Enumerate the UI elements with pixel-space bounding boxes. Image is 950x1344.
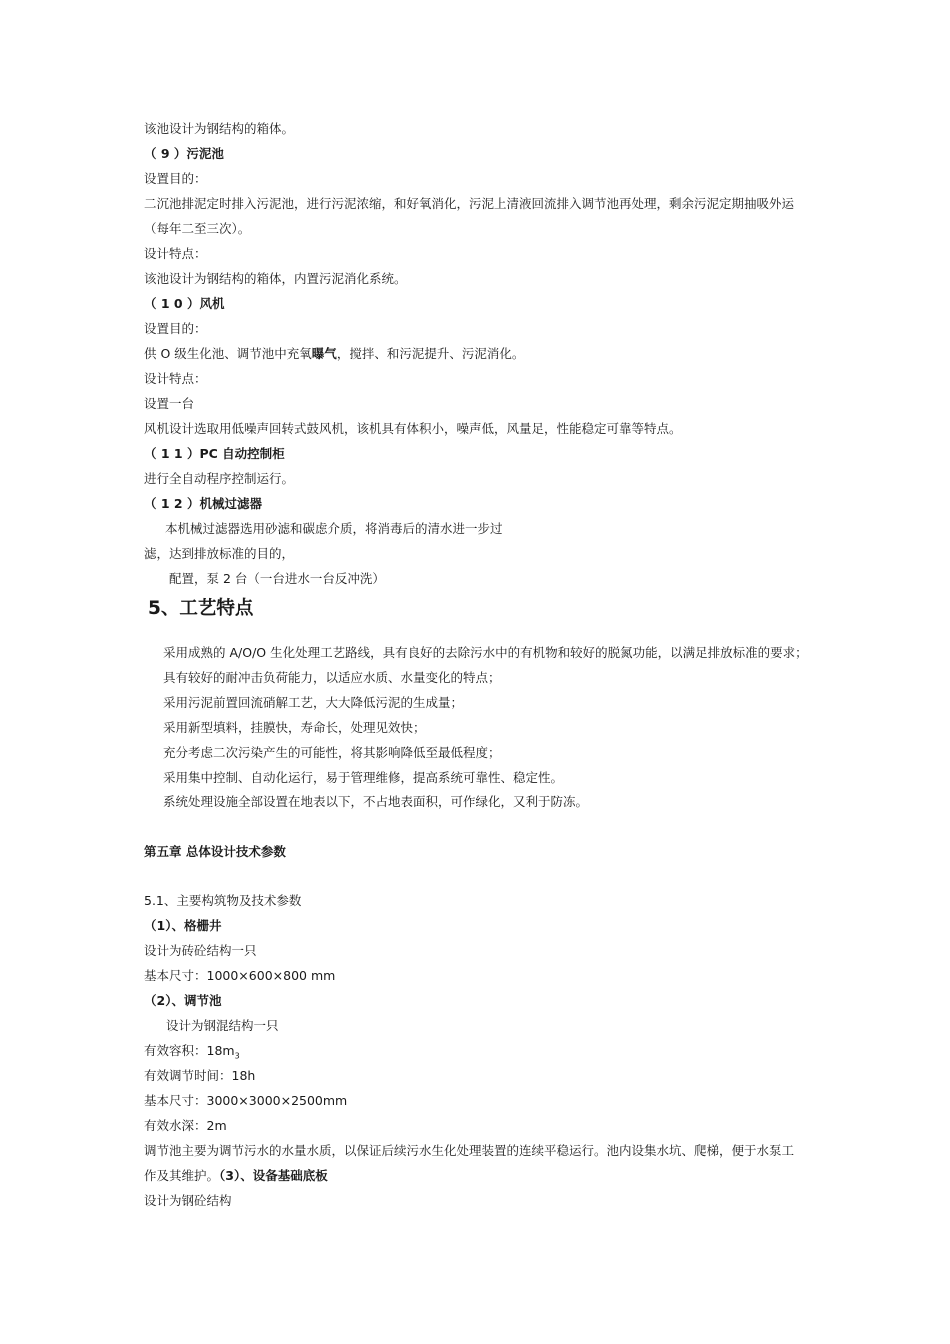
text-line: 有效水深：2m xyxy=(144,1118,227,1133)
text-line: 设计为钢混结构一只 xyxy=(166,1018,279,1033)
text-line: 滤，达到排放标准的目的， xyxy=(144,546,295,561)
section-heading-fan: （ 1 0 ）风机 xyxy=(144,296,225,311)
text-line: 配置，泵 2 台（一台进水一台反冲洗） xyxy=(169,571,385,586)
section-heading-bar-screen-well: （1）、格栅井 xyxy=(144,918,222,933)
text-fragment: 作及其维护。 xyxy=(144,1168,220,1183)
fan-purpose-line xyxy=(144,344,524,364)
section-heading-mechanical-filter: （ 1 2 ）机械过滤器 xyxy=(144,496,262,511)
text-line: 设置一台 xyxy=(144,396,195,411)
text-line: 该池设计为钢结构的箱体，内置污泥消化系统。 xyxy=(144,271,407,286)
text-line: 有效调节时间：18h xyxy=(144,1068,256,1083)
text-line: 设置目的： xyxy=(144,321,207,336)
text-line: 设计特点： xyxy=(144,371,207,386)
text-line: 设计为钢砼结构 xyxy=(144,1193,232,1208)
fan-purpose-pre: 供 O 级生化池、调节池中充氧 xyxy=(144,346,312,361)
text-line: （每年二至三次）。 xyxy=(144,221,251,236)
text-line: 设计特点： xyxy=(144,246,207,261)
volume-unit-subscript: 3 xyxy=(234,1051,240,1061)
feature-item: 采用新型填料，挂膜快，寿命长，处理见效快； xyxy=(163,720,426,735)
text-line: 基本尺寸：1000×600×800 mm xyxy=(144,968,336,983)
section-heading-sludge-tank: （ 9 ）污泥池 xyxy=(144,146,224,161)
section-heading-plc-cabinet: （ 1 1 ）PC 自动控制柜 xyxy=(144,446,285,461)
text-line: 进行全自动程序控制运行。 xyxy=(144,471,295,486)
subsection-title: 5.1、主要构筑物及技术参数 xyxy=(144,893,302,908)
text-line xyxy=(144,1166,328,1186)
text-line: 调节池主要为调节污水的水量水质，以保证后续污水生化处理装置的连续平稳运行。池内设集水坑、爬梯，便于水泵工 xyxy=(144,1143,795,1158)
text-line: 设计为砖砼结构一只 xyxy=(144,943,257,958)
effective-volume-line xyxy=(144,1041,240,1067)
section-heading-regulating-tank: （2）、调节池 xyxy=(144,993,222,1008)
text-line: 风机设计选取用低噪声回转式鼓风机，该机具有体积小，噪声低，风量足，性能稳定可靠等特点。 xyxy=(144,421,682,436)
text-line: 二沉池排泥定时排入污泥池，进行污泥浓缩，和好氧消化，污泥上清液回流排入调节池再处理，剩余污泥定期抽吸外运 xyxy=(144,196,795,211)
feature-item: 具有较好的耐冲击负荷能力，以适应水质、水量变化的特点； xyxy=(163,670,501,685)
text-line: 基本尺寸：3000×3000×2500mm xyxy=(144,1093,348,1108)
effective-volume-text: 有效容积：18m xyxy=(144,1043,235,1058)
feature-item: 系统处理设施全部设置在地表以下，不占地表面积，可作绿化，又利于防冻。 xyxy=(163,794,589,809)
section-heading-equipment-base: （3）、设备基础底板 xyxy=(219,1168,328,1183)
chapter-heading-process-features: 5、工艺特点 xyxy=(148,598,254,619)
text-line: 该池设计为钢结构的箱体。 xyxy=(144,121,295,136)
feature-item: 采用成熟的 A/O/O 生化处理工艺路线，具有良好的去除污水中的有机物和较好的脱氮功能，以满足排放标准的要求； xyxy=(163,645,808,660)
chapter-five-title: 第五章 总体设计技术参数 xyxy=(144,844,286,859)
text-line: 设置目的： xyxy=(144,171,207,186)
feature-item: 充分考虑二次污染产生的可能性，将其影响降低至最低程度； xyxy=(163,745,501,760)
feature-item: 采用集中控制、自动化运行，易于管理维修，提高系统可靠性、稳定性。 xyxy=(163,770,564,785)
feature-item: 采用污泥前置回流硝解工艺，大大降低污泥的生成量； xyxy=(163,695,464,710)
fan-purpose-bold: 曝气 xyxy=(311,346,337,361)
text-line: 本机械过滤器选用砂滤和碳虑介质，将消毒后的清水进一步过 xyxy=(165,521,503,536)
fan-purpose-post: ，搅拌、和污泥提升、污泥消化。 xyxy=(336,346,525,361)
